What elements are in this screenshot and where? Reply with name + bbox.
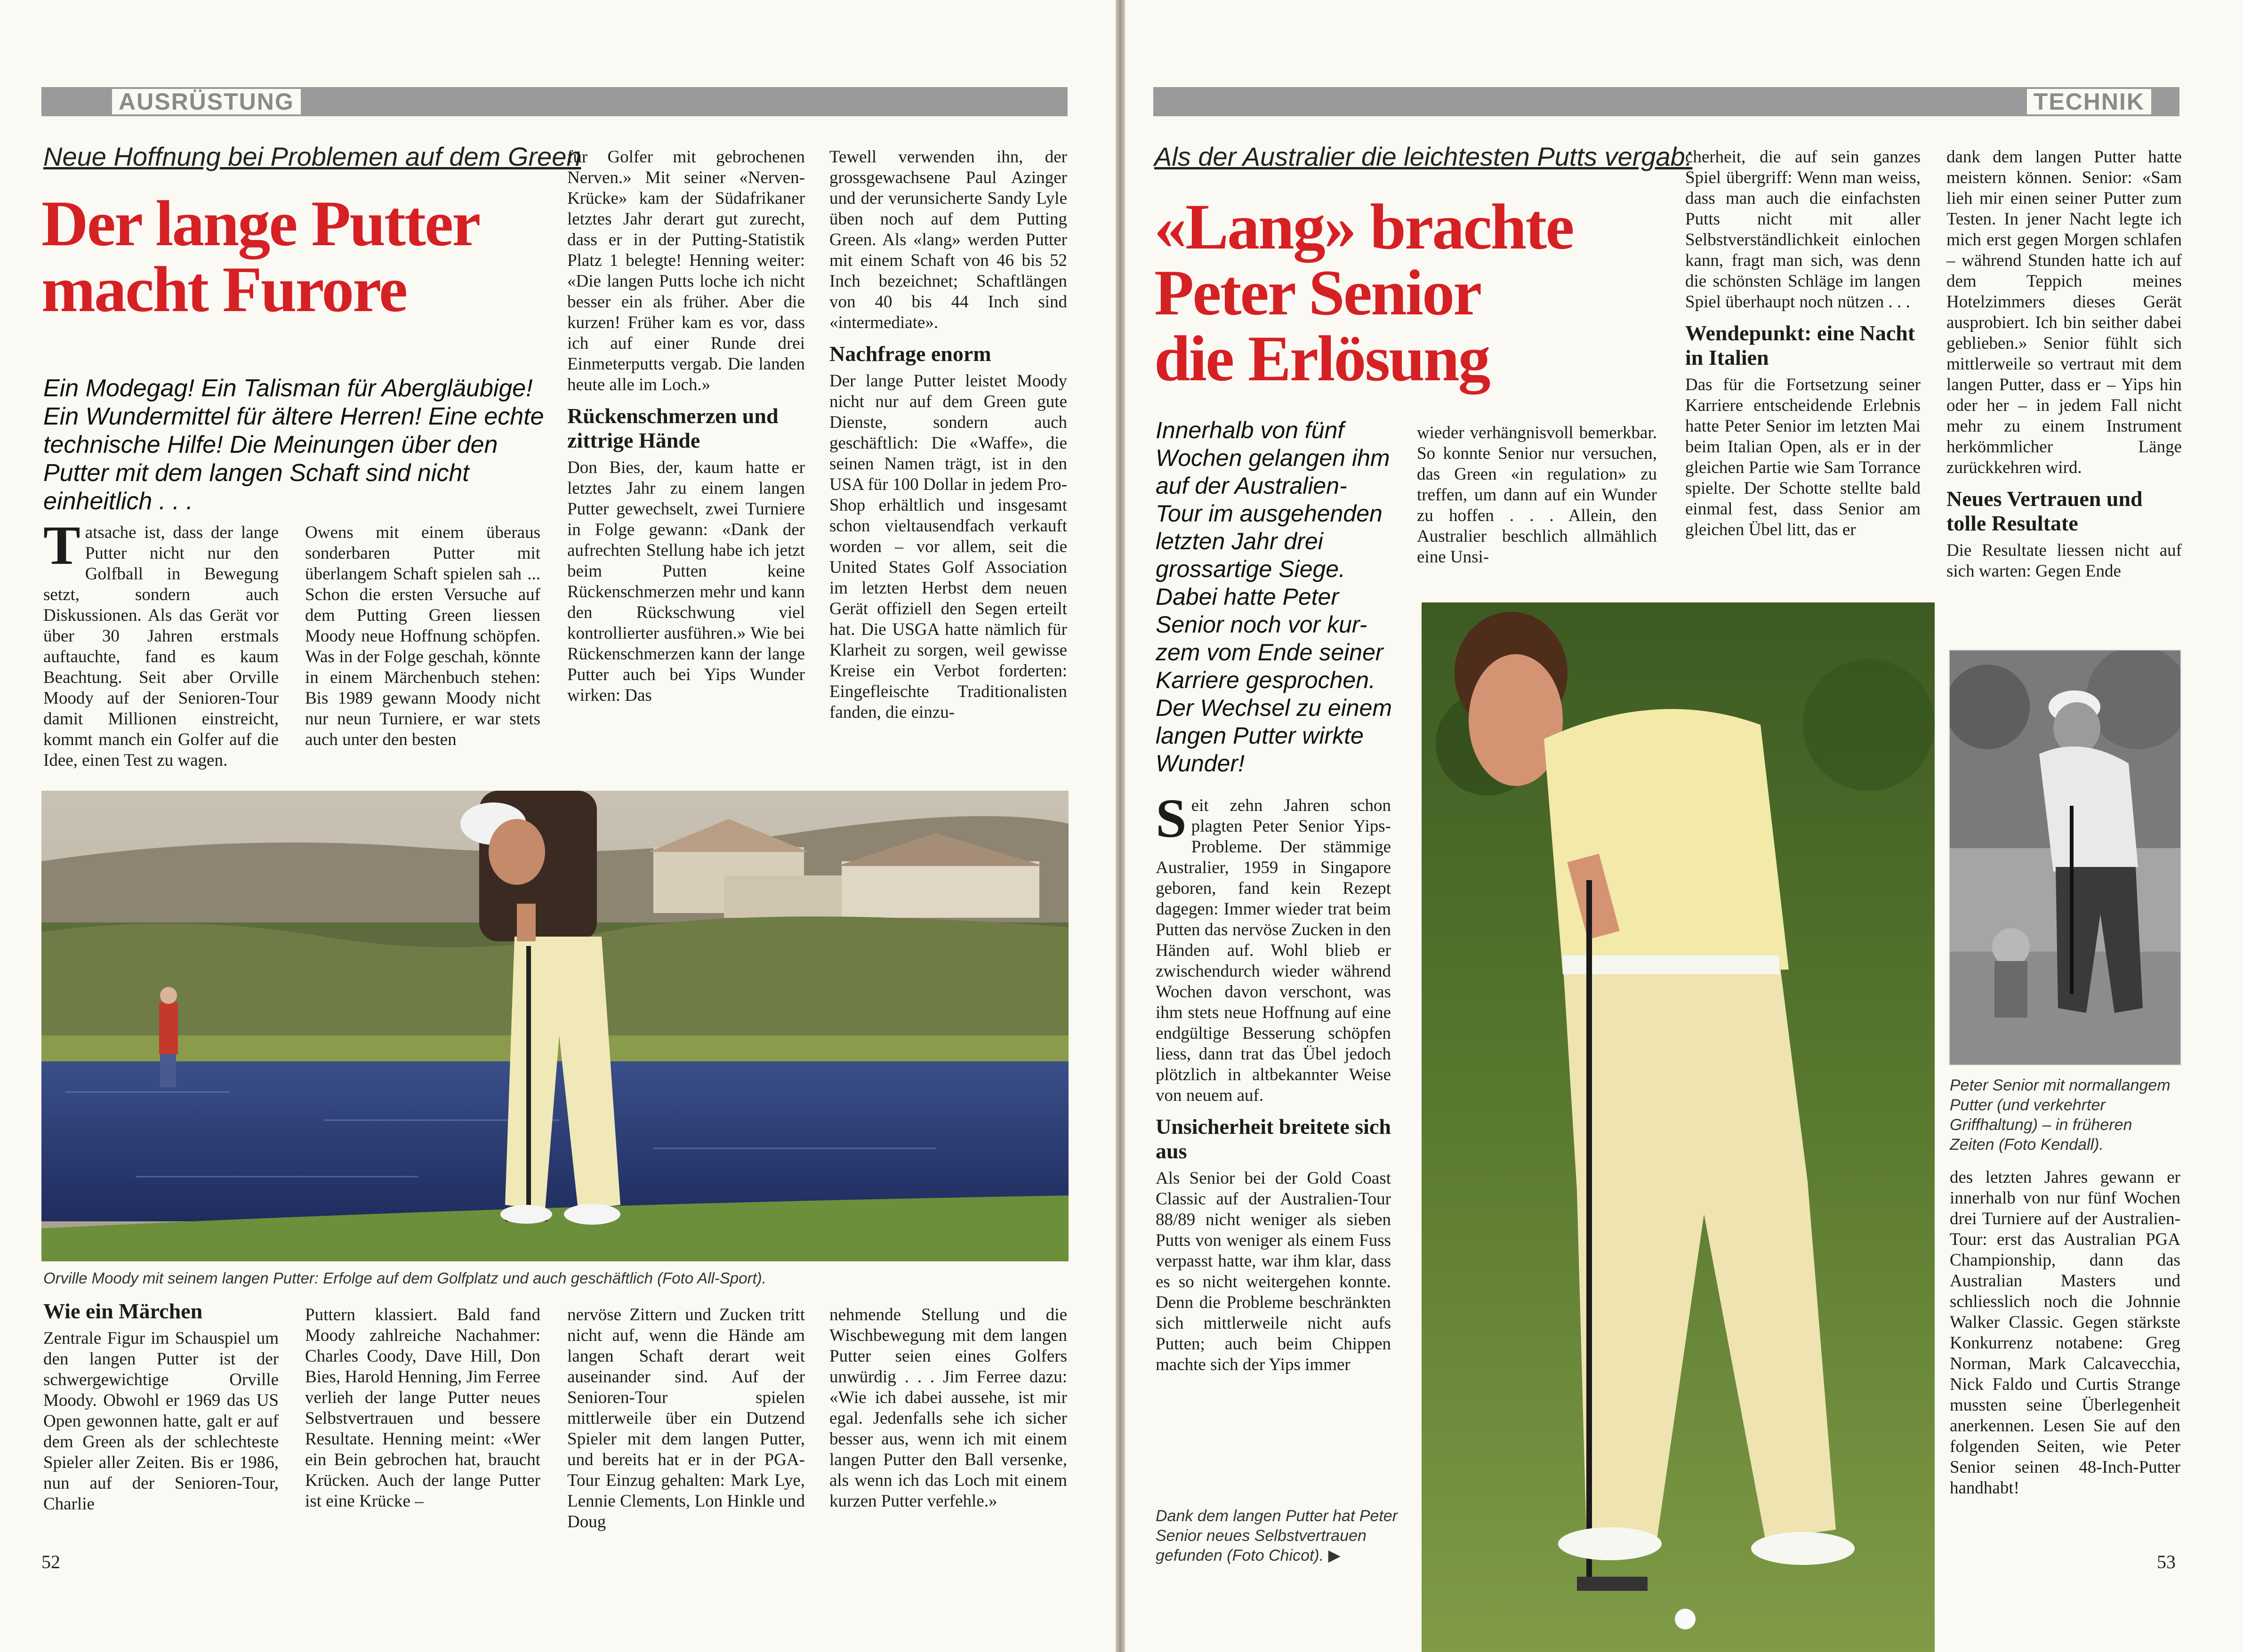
deck-line: Dabei hatte Peter	[1156, 584, 1339, 610]
deck-line: Senior noch vor kur-	[1156, 611, 1367, 638]
deck-line: letzten Jahr drei	[1156, 528, 1323, 554]
section-label: TECHNIK	[2027, 89, 2151, 114]
deck-line: auf der Australien-	[1156, 473, 1347, 499]
deck	[1156, 417, 1392, 778]
subheading: Nachfrage enorm	[829, 342, 991, 366]
paragraph: Puttern klassiert. Bald fand Moody zahlreiche Nachahmer: Charles Coody, Dave Hill, Don Bies, Harold Henning, Jim Ferree verlieh der lange Putter neues Selbstvertrauen und bessere Resultate. Henning meint: «Wer ein Bein gebrochen hat, braucht Krücken. Auch der lange Putter ist eine Krücke –	[305, 1305, 540, 1511]
article-column	[1417, 423, 1657, 568]
headline-line: Peter Senior	[1154, 257, 1481, 329]
section-bar	[41, 87, 1068, 116]
article-column	[567, 147, 805, 706]
deck-line: Wochen gelangen ihm	[1156, 445, 1390, 471]
paragraph: cherheit, die auf sein ganzes Spiel übergriff: Wenn man weiss, dass man auch die einfachsten Putts nicht mit aller Selbstverständlichkeit einlochen kann, fragt man sich, was denn die schönsten Schläge im langen Spiel überhaupt noch nützen . . .	[1685, 147, 1921, 312]
paragraph: Owens mit einem überaus sonderbaren Putter mit überlangem Schaft spielen sah ... Schon die ersten Versuche auf dem Putting Green liessen Moody neue Hoffnung schöpfen. Was in der Folge geschah, könnte in einem Märchenbuch stehen: Bis 1989 gewann Moody nicht nur neun Turniere, er war stets auch unter den besten	[305, 523, 540, 749]
subheading: Wie ein Märchen	[43, 1299, 203, 1323]
subheading: Unsicherheit breitete sich aus	[1156, 1115, 1391, 1163]
deck	[43, 374, 544, 515]
paragraph: des letzten Jahres gewann er innerhalb von nur fünf Wochen drei Turniere auf der Australien-Tour: erst das Australian PGA Championship, dann das Australian Masters und schliesslich noch die Johnnie Walker Classic. Gegen stärkste Konkurrenz notabene: Greg Norman, Mark Calcavecchia, Nick Faldo und Curtis Strange mussten seine Überlegenheit anerkennen. Lesen Sie auf den folgenden Seiten, wie Peter Senior seinen 48-Inch-Putter handhabt!	[1950, 1168, 2180, 1498]
paragraph: Der lange Putter leistet Moody nicht nur auf dem Green gute Dienste, sondern auch geschäftlich: Die «Waffe», die seinen Namen trägt, ist in den USA für 100 Dollar in jedem Pro-Shop erhältlich und insgesamt schon vieltausendfach verkauft worden – vor allem, seit die United States Golf Association im letzten Herbst dem neuen Gerät offiziell den Segen erteilt hat. Die USGA hatte nämlich für Klarheit zu sorgen, weil gewisse Kreise ein Verbot forderten: Eingefleischte Traditionalisten fanden, die einzu-	[829, 371, 1067, 722]
article-column	[829, 1305, 1067, 1512]
article-column	[305, 522, 540, 750]
deck-line: technische Hilfe! Die Meinungen über den	[43, 431, 498, 458]
right-page	[1125, 0, 2243, 1652]
article-column	[567, 1305, 805, 1532]
headline	[41, 187, 480, 325]
page-number: 53	[2157, 1551, 2176, 1572]
photo-senior	[1422, 602, 1935, 1652]
small-photo-senior	[1949, 650, 2181, 1066]
deck-line: langen Putter wirkte	[1156, 722, 1364, 749]
kicker: Neue Hoffnung bei Problemen auf dem Green	[43, 142, 581, 171]
article-column	[43, 514, 279, 771]
headline-line: macht Furore	[41, 253, 407, 325]
kicker: Als der Australier die leichtesten Putts vergab:	[1154, 142, 1693, 171]
left-page	[0, 0, 1116, 1652]
article-column	[43, 1299, 279, 1515]
section-label: AUSRÜSTUNG	[112, 89, 301, 114]
headline-line: Der lange Putter	[41, 187, 480, 259]
article-column	[829, 147, 1067, 723]
paragraph: Als Senior bei der Gold Coast Classic auf der Australien-Tour 88/89 nicht weniger als sieben Putts von weniger als einem Fuss verpasst hatte, war ihm klar, dass es so nicht weitergehen konnte. Denn die Probleme beschränkten sich mittlerweile nicht aufs Putten; auch beim Chippen machte sich der Yips immer	[1156, 1169, 1391, 1374]
paragraph: Don Bies, der, kaum hatte er letztes Jahr zu einem langen Putter gewechselt, zwei Turniere in Folge gewann: «Dank der aufrechten Stellung habe ich jetzt beim Putten keine Rückenschmerzen mehr und kann den Rückschwung viel kontrollierter ausführen.» Wie bei Rückenschmerzen kann der lange Putter auch bei Yips Wunder wirken: Das	[567, 458, 805, 705]
paragraph: nervöse Zittern und Zucken tritt nicht auf, wenn die Hände am langen Schaft derart weit auseinander sind. Auf der Senioren-Tour spielen mittlerweile über ein Dutzend Spieler mit dem langen Putter, und bereits hat er in der PGA-Tour Einzug gehalten: Mark Lye, Lennie Clements, Lon Hinkle und Doug	[567, 1305, 805, 1532]
deck-line: Ein Wundermittel für ältere Herren! Eine echte	[43, 403, 544, 430]
deck-line: Karriere gesprochen.	[1156, 667, 1375, 693]
drop-cap: T	[43, 514, 80, 576]
subheading: Neues Vertrauen und tolle Resultate	[1946, 487, 2143, 535]
headline-line: «Lang» brachte	[1154, 191, 1573, 263]
article-column	[305, 1305, 540, 1512]
gutter	[1116, 0, 1125, 1652]
deck-line: Ein Modegag! Ein Talisman für Abergläubige!	[43, 375, 533, 402]
caption-text: Dank dem langen Putter hat Peter Senior neues Selbstvertrauen gefunden (Foto Chicot).	[1156, 1507, 1398, 1564]
photo-caption	[1156, 1506, 1419, 1565]
paragraph: eit zehn Jahren schon plagten Peter Senior Yips-Probleme. Der stämmige Australier, 1959 in Singapore geboren, fand kein Rezept dagegen: Immer wieder trat beim Putten das nervöse Zucken in den Händen auf. Wohl blieb er zwischendurch wieder während Wochen davon verschont, was ihm stets neue Hoffnung auf eine endgültige Besserung schöpfen liess, dann trat das Übel jedoch plötzlich in altbekannter Weise von neuem auf.	[1156, 796, 1391, 1105]
article-column	[1950, 1167, 2180, 1499]
article-column	[1946, 147, 2182, 582]
deck-line: Putter mit dem langen Schaft sind nicht	[43, 459, 469, 487]
paragraph: Tewell verwenden ihn, der grossgewachsene Paul Azinger und der verunsicherte Sandy Lyle üben noch auf dem Putting Green. Als «lang» werden Putter mit einem Schaft von 46 bis 52 Inch bezeichnet; Schaftlängen von 40 bis 44 Inch sind «intermediate».	[829, 147, 1067, 332]
deck-line: Der Wechsel zu einem	[1156, 695, 1392, 721]
page-number: 52	[41, 1551, 60, 1572]
article-column	[1156, 787, 1391, 1375]
subheading: Wendepunkt: eine Nacht in Italien	[1685, 321, 1915, 369]
article-column	[1685, 147, 1921, 540]
paragraph: Zentrale Figur im Schauspiel um den langen Putter ist der schwergewichtige Orville Moody. Obwohl er 1969 das US Open gewonnen hatte, galt er auf dem Green als der schlechteste Spieler aller Zeiten. Bis er 1986, nun auf der Senioren-Tour, Charlie	[43, 1329, 279, 1514]
drop-cap: S	[1156, 787, 1187, 849]
deck-line: zem vom Ende seiner	[1156, 639, 1383, 666]
section-bar	[1153, 87, 2179, 116]
caption-arrow-icon: ▶	[1328, 1547, 1341, 1564]
deck-line: Tour im ausgehenden	[1156, 500, 1383, 527]
photo-moody	[41, 791, 1069, 1261]
paragraph: Das für die Fortsetzung seiner Karriere entscheidende Erlebnis hatte Peter Senior im letzten Mai beim Italian Open, als er in der gleichen Partie wie Sam Torrance spielte. Der Schotte stellte bald einmal fest, dass Senior am gleichen Übel litt, das er	[1685, 375, 1921, 539]
deck-line: grossartige Siege.	[1156, 556, 1346, 582]
deck-line: Wunder!	[1156, 750, 1245, 777]
paragraph: Die Resultate liessen nicht auf sich warten: Gegen Ende	[1946, 541, 2182, 581]
paragraph: atsache ist, dass der lange Putter nicht nur den Golfball in Bewegung setzt, sondern auch Diskussionen. Als das Gerät vor über 30 Jahren erstmals auftauchte, fand es kaum Beachtung. Seit aber Orville Moody auf der Senioren-Tour damit Millionen einstreicht, kommt manch ein Golfer auf die Idee, einen Test zu wagen.	[43, 523, 279, 770]
paragraph: dank dem langen Putter hatte meistern können. Senior: «Sam lieh mir einen seiner Putter zum Testen. In jener Nacht legte ich mich erst gegen Morgen schlafen – während Stunden hatte ich auf dem Teppich meines Hotelzimmers dieses Gerät ausprobiert. Ich bin seither dabei geblieben.» Senior fühlt sich mittlerweile so vertraut mit dem langen Putter, dass er – Yips hin oder her – in jedem Fall nicht mehr zu einem Instrument herkömmlicher Länge zurückkehren wird.	[1946, 147, 2182, 477]
paragraph: für Golfer mit gebrochenen Nerven.» Mit seiner «Nerven-Krücke» kam der Südafrikaner letztes Jahr derart gut zurecht, dass er in der Putting-Statistik Platz 1 belegte! Henning weiter: «Die langen Putts loche ich nicht besser ein als früher. Aber die kurzen! Früher kam es vor, dass ich auf einer Runde drei Einmeterputts vergab. Die landen heute alle im Loch.»	[567, 147, 805, 394]
headline-line: die Erlösung	[1154, 322, 1489, 394]
photo-caption: Orville Moody mit seinem langen Putter: Erfolge auf dem Golfplatz und auch geschäftlich (Foto All-Sport).	[43, 1269, 766, 1287]
paragraph: wieder verhängnisvoll bemerkbar. So konnte Senior nur versuchen, das Green «in regulation» zu treffen, um dann auf ein Wunder zu hoffen . . . Allein, den Australier beschlich allmählich eine Unsi-	[1417, 423, 1657, 567]
headline	[1154, 191, 1573, 394]
deck-line: Innerhalb von fünf	[1156, 417, 1344, 443]
subheading: Rückenschmerzen und zittrige Hände	[567, 404, 779, 452]
small-photo-caption: Peter Senior mit normallangem Putter (und verkehrter Griffhaltung) – in früheren Zeiten (Foto Kendall).	[1950, 1076, 2171, 1154]
deck-line: einheitlich . . .	[43, 488, 193, 515]
paragraph: nehmende Stellung und die Wischbewegung mit dem langen Putter seien eines Golfers unwürdig . . . Jim Ferree dazu: «Wie ich dabei aussehe, ist mir egal. Jedenfalls sehe ich sicher besser aus, wenn ich mit einem langen Putter den Ball versenke, als wenn ich das Loch mit einem kurzen Putter verfehle.»	[829, 1305, 1067, 1511]
